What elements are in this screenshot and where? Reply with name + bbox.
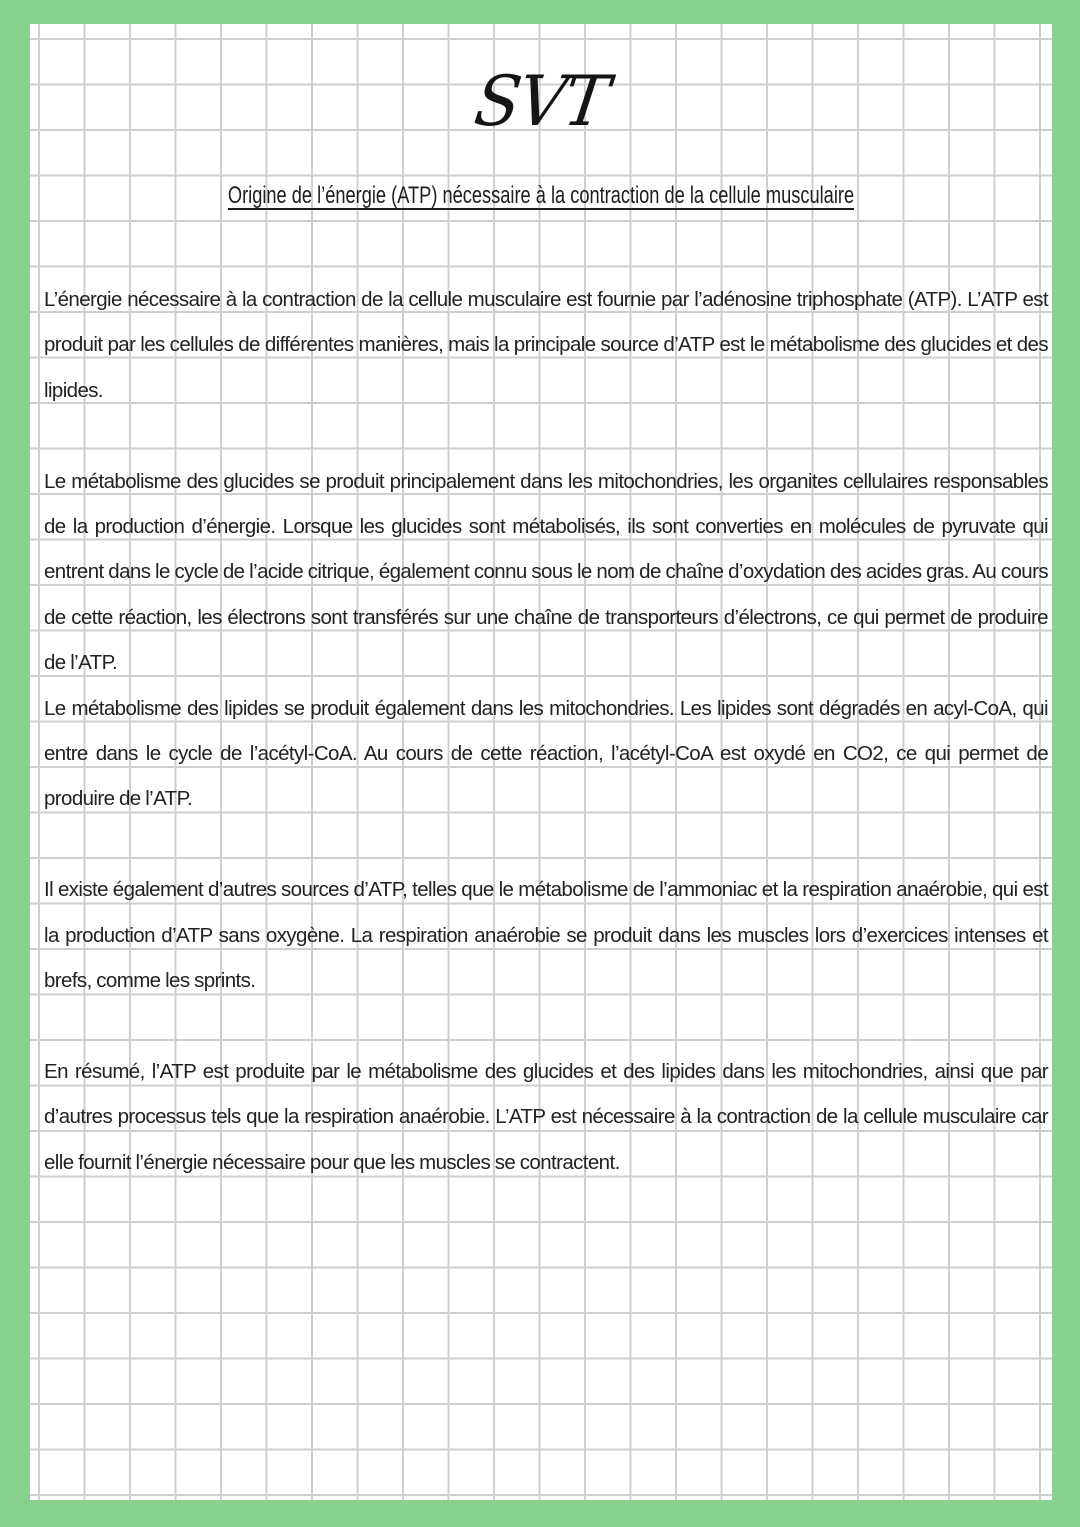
paragraph-other-sources: Il existe également d’autres sources d’ATP, telles que le métabolisme de l’ammoniac et la respiration anaérobie, qui est la production d’ATP sans oxygène. La respiration anaérobie se produit dans les muscles lors d’exercices intenses et brefs, comme les sprints. xyxy=(44,878,1048,993)
grid-paper-page xyxy=(30,24,1052,1500)
paragraph-gap xyxy=(44,413,1048,458)
paragraph-lipides: Le métabolisme des lipides se produit également dans les mitochondries. Les lipides sont dégradés en acyl-CoA, qui entre dans le cycle de l’acétyl-CoA. Au cours de cette réaction, l’acétyl-CoA est oxydé en CO2, ce qui permet de produire de l’ATP. xyxy=(44,696,1048,811)
paragraph-glucides: Le métabolisme des glucides se produit principalement dans les mitochondries, les organites cellulaires responsables de la production d’énergie. Lorsque les glucides sont métabolisés, ils sont converties en molécules de pyruvate qui entrent dans le cycle de l’acide citrique, également connu sous le nom de chaîne d’oxydation des acides gras. Au cours de cette réaction, les électrons sont transférés sur une chaîne de transporteurs d’électrons, ce qui permet de produire de l’ATP. xyxy=(44,469,1048,675)
document-body xyxy=(44,277,1048,1185)
paragraph-intro: L’énergie nécessaire à la contraction de la cellule musculaire est fournie par l’adénosine triphosphate (ATP). L’ATP est produit par les cellules de différentes manières, mais la principale source d’ATP est le métabolisme des glucides et des lipides. xyxy=(44,288,1048,402)
subject-heading: SVT xyxy=(469,61,613,142)
page-title xyxy=(30,174,1052,218)
paragraph-gap xyxy=(44,1003,1048,1048)
paragraph-summary: En résumé, l’ATP est produite par le métabolisme des glucides et des lipides dans les mitochondries, ainsi que par d’autres processus tels que la respiration anaérobie. L’ATP est nécessaire à la contraction de la cellule musculaire car elle fournit l’énergie nécessaire pour que les muscles se contractent. xyxy=(44,1059,1048,1174)
paragraph-gap xyxy=(44,822,1048,867)
page-title-text: Origine de l’énergie (ATP) nécessaire à la contraction de la cellule musculaire xyxy=(227,182,855,209)
